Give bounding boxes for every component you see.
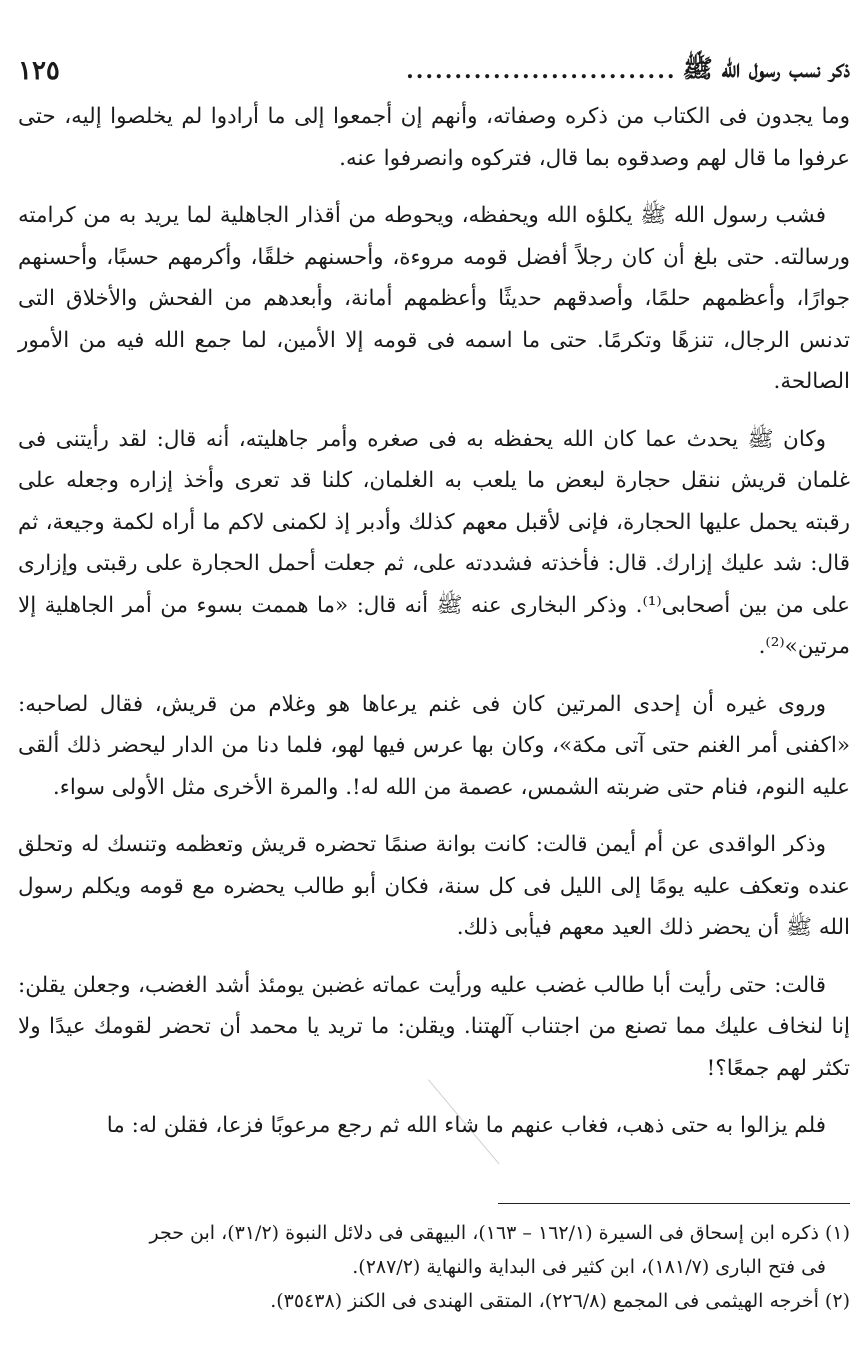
footnote-separator [498,1203,850,1204]
running-header [18,52,850,90]
footnote-1-line2: فى فتح البارى (١٨١/٧)، ابن كثير فى البداية والنهاية (٢٨٧/٢). [352,1256,826,1278]
paragraph-3: وكان ﷺ يحدث عما كان الله يحفظه به فى صغره وأمر جاهليته، أنه قال: لقد رأيتنى فى غلمان قريش ننقل حجارة لبعض ما يلعب به الغلمان، كلنا قد تعرى وأخذ إزاره وجعله على رقبته يحمل عليها الحجارة، فإنى لأقبل معهم كذلك وأدبر إذ لكمنى لاكم ما أراه لكمة وجيعة، ثم قال: شد عليك إزارك. قال: فأخذته فشددته على، ثم جعلت أحمل الحجارة على رقبتى وإزارى على من بين أصحابى⁽¹⁾. وذكر البخارى عنه ﷺ أنه قال: «ما هممت بسوء من أمر الجاهلية إلا مرتين»⁽²⁾. [18,426,851,659]
paragraph-2: فشب رسول الله ﷺ يكلؤه الله ويحفظه، ويحوطه من أقذار الجاهلية لما يريد به من كرامته ورسالته. حتى بلغ أن كان رجلاً أفضل قومه مروءة، وأحسنهم خلقًا، وأكرمهم حسبًا، وأحسنهم جوارًا، وأعظمهم حلمًا، وأصدقهم حديثًا وأعظمهم أمانة، وأبعدهم من الفحش والأخلاق التى تدنس الرجال، تنزهًا وتكرمًا. حتى ما اسمه فى قومه إلا الأمين، لما جمع الله فيه من الأمور الصالحة. [18,203,850,394]
footnotes [18,1216,850,1318]
main-text [18,96,850,1163]
paragraph-7: فلم يزالوا به حتى ذهب، فغاب عنهم ما شاء الله ثم رجع مرعوبًا فزعا، فقلن له: ما [106,1113,826,1138]
paragraph-1: وما يجدون فى الكتاب من ذكره وصفاته، وأنهم إن أجمعوا إلى ما أرادوا لم يخلصوا إليه، حتى عرفوا ما قال لهم وصدقوه بما قال، فتركوه وانصرفوا عنه. [18,104,850,171]
paragraph-4: وروى غيره أن إحدى المرتين كان فى غنم يرعاها هو وغلام من قريش، فقال لصاحبه: «اكفنى أمر الغنم حتى آتى مكة»، وكان بها عرس فيها لهو، فلما دنا من الدار ليحضر ذلك ألقى عليه النوم، فنام حتى ضربته الشمس، عصمة من الله له!. والمرة الأخرى مثل الأولى سواء. [18,691,850,800]
header-dot-leader: ............................ [406,58,677,84]
book-page [18,0,850,1368]
page-number: ١٢٥ [18,56,60,86]
paragraph-6: قالت: حتى رأيت أبا طالب غضب عليه ورأيت عماته غضبن يومئذ أشد الغضب، وجعلن يقلن: إنا لنخاف عليك مما تصنع من اجتناب آلهتنا. ويقلن: ما تريد يا محمد أن تحضر لقومك عيدًا ولا تكثر لهم جمعًا؟! [18,972,850,1081]
footnote-1-line1: (١) ذكره ابن إسحاق فى السيرة (١٦٢/١ – ١٦٣)، البيهقى فى دلائل النبوة (٣١/٢)، ابن حجر [149,1222,850,1244]
paragraph-5: وذكر الواقدى عن أم أيمن قالت: كانت بوانة صنمًا تحضره قريش وتعظمه وتنسك له وتحلق عنده وتعكف عليه يومًا إلى الليل فى كل سنة، فكان أبو طالب يحضره مع قومه ويكلم رسول الله ﷺ أن يحضر ذلك العيد معهم فيأبى ذلك. [18,832,850,940]
footnote-2 [18,1284,850,1318]
footnote-1 [18,1216,850,1284]
footnote-2-line1: (٢) أخرجه الهيثمى فى المجمع (٢٢٦/٨)، المتقى الهندى فى الكنز (٣٥٤٣٨). [270,1290,850,1312]
chapter-title: ذكر نسب رسول الله ﷺ [682,53,850,83]
